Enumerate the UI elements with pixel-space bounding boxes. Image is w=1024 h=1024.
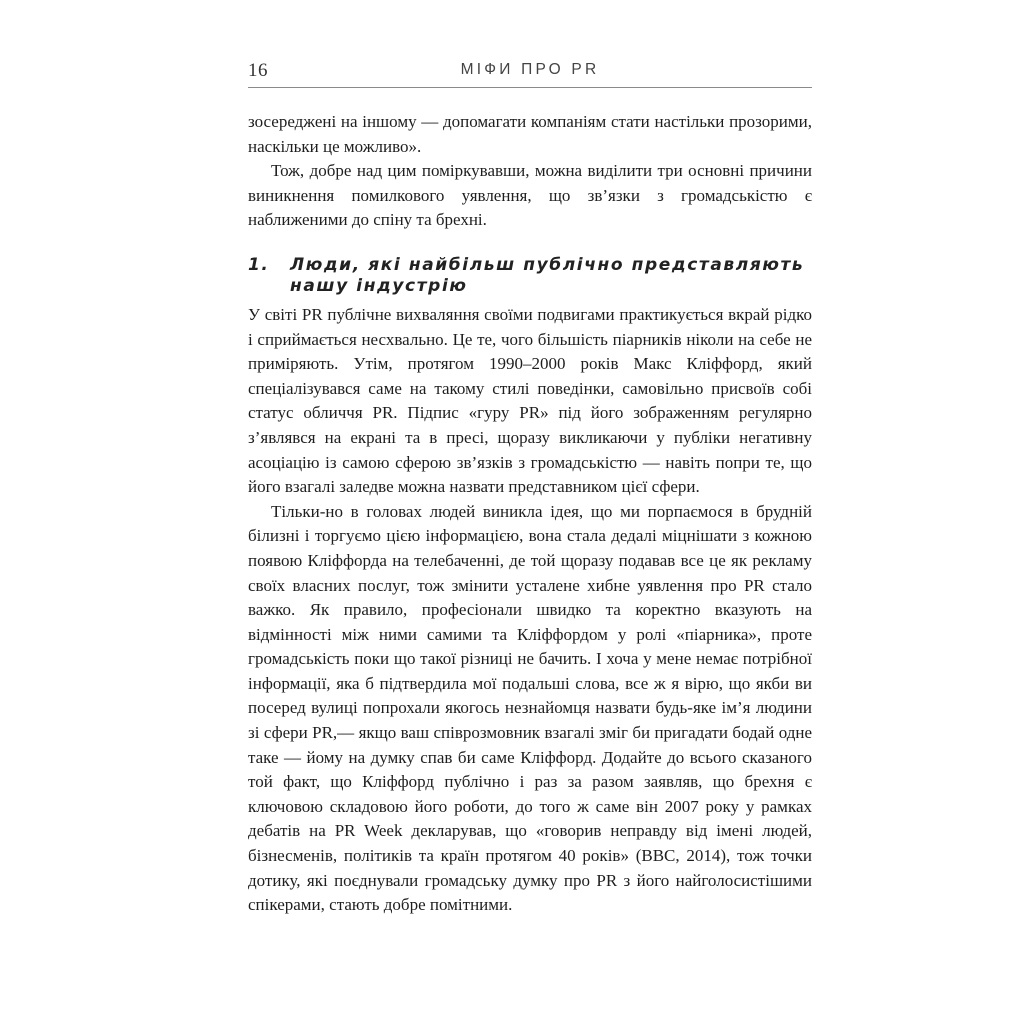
page-body [248,110,812,918]
section-heading [248,255,812,297]
book-page [248,60,812,918]
paragraph: У світі PR публічне вихваляння своїми подвигами практикується вкрай рідко і сприймається несхвально. Це те, чого більшість піарників ніколи на себе не приміряють. Утім, протягом 1990–2000 років Макс Кліффорд, який спеціалізувався саме на такому стилі поведінки, самовільно присвоїв собі статус обличчя PR. Підпис «гуру PR» під його зображенням регулярно з’являвся на екрані та в пресі, щоразу викликаючи у публіки негативну асоціацію із самою сферою зв’язків з громадськістю — навіть попри те, що його взагалі заледве можна назвати представником цієї сфери. [248,304,812,497]
section-number: 1. [248,254,270,275]
page-header [248,60,812,88]
running-title: МІФИ ПРО PR [460,61,600,78]
paragraph-continued: зосереджені на іншому — допомагати компаніям стати настільки прозорими, наскільки це можливо». [248,112,812,156]
section-title: Люди, які найбільш публічно представляють нашу індустрію [290,254,805,296]
page-number: 16 [248,60,268,81]
paragraph: Тож, добре над цим поміркувавши, можна виділити три основні причини виникнення помилкового уявлення, що зв’язки з громадськістю є наближеними до спіну та брехні. [248,161,812,230]
paragraph: Тільки-но в головах людей виникла ідея, що ми порпаємося в брудній білизні і торгуємо цією інформацією, вона стала дедалі міцнішати з кожною появою Кліффорда на телебаченні, де той щоразу подавав все це як рекламу своїх власних послуг, тож змінити усталене хибне уявлення про PR стало важко. Як правило, професіонали швидко та коректно вказують на відмінності між ними самими та Кліффордом у ролі «піарника», проте громадськість поки що такої різниці не бачить. І хоча у мене немає потрібної інформації, яка б підтвердила мої подальші слова, все ж я вірю, що якби ви посеред вулиці попрохали якогось незнайомця назвати будь-яке ім’я людини зі сфери PR,— якщо ваш співрозмовник взагалі зміг би пригадати бодай одне таке — йому на думку спав би саме Кліффорд. Додайте до всього сказаного той факт, що Кліффорд публічно і раз за разом заявляв, що брехня є ключовою складовою його роботи, до того ж саме він 2007 року у рамках дебатів на PR Week декларував, що «говорив неправду від імені людей, бізнесменів, політиків та країн протягом 40 років» (BBC, 2014), тож точки дотику, які поєднували громадську думку про PR з його найголосистішими спікерами, стають добре помітними. [248,501,812,915]
